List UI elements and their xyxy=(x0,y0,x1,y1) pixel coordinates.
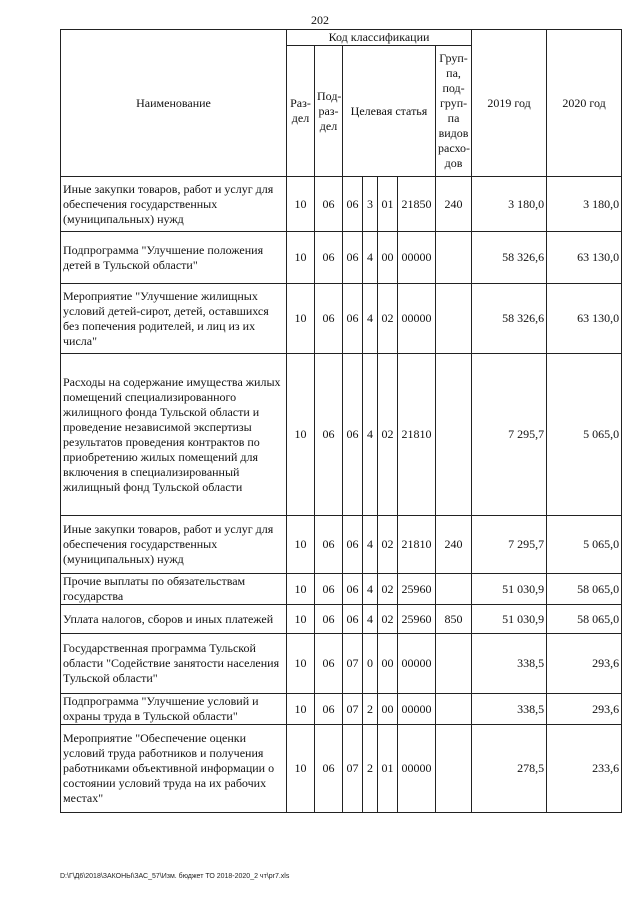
row-amount-2020: 293,6 xyxy=(547,694,622,725)
row-target-event: 02 xyxy=(378,284,398,354)
row-name: Расходы на содержание имущества жилых помещений специализированного жилищного фонда Тульской области и проведение независимой экспертизы результатов проведения контрактов по приобретению жилых помещений для включения в специализированный жилищный фонд Тульской области xyxy=(61,354,287,516)
row-target-direction: 25960 xyxy=(398,605,436,634)
row-amount-2020: 293,6 xyxy=(547,634,622,694)
row-subsection: 06 xyxy=(315,177,343,232)
row-name: Мероприятие "Обеспечение оценки условий труда работников и получения работниками объективной информации о состоянии условий труда на их рабочих местах" xyxy=(61,725,287,813)
row-expense-group xyxy=(436,574,472,605)
row-amount-2020: 63 130,0 xyxy=(547,232,622,284)
row-expense-group xyxy=(436,634,472,694)
table-row xyxy=(61,354,622,516)
row-amount-2019: 51 030,9 xyxy=(472,605,547,634)
row-amount-2019: 58 326,6 xyxy=(472,232,547,284)
row-target-program: 06 xyxy=(343,284,363,354)
row-amount-2020: 58 065,0 xyxy=(547,605,622,634)
row-target-direction: 21810 xyxy=(398,516,436,574)
row-subsection: 06 xyxy=(315,354,343,516)
row-subsection: 06 xyxy=(315,574,343,605)
row-name: Мероприятие "Улучшение жилищных условий детей-сирот, детей, оставшихся без попечения родителей, и лиц из их числа" xyxy=(61,284,287,354)
row-target-subprogram: 4 xyxy=(363,516,378,574)
table-row xyxy=(61,605,622,634)
row-target-direction: 00000 xyxy=(398,284,436,354)
row-section: 10 xyxy=(287,605,315,634)
row-target-program: 06 xyxy=(343,232,363,284)
table-row xyxy=(61,284,622,354)
row-expense-group xyxy=(436,232,472,284)
row-expense-group xyxy=(436,725,472,813)
row-target-program: 07 xyxy=(343,634,363,694)
row-name: Уплата налогов, сборов и иных платежей xyxy=(61,605,287,634)
row-target-direction: 25960 xyxy=(398,574,436,605)
row-amount-2019: 51 030,9 xyxy=(472,574,547,605)
row-amount-2020: 3 180,0 xyxy=(547,177,622,232)
row-target-direction: 00000 xyxy=(398,232,436,284)
row-target-direction: 00000 xyxy=(398,694,436,725)
row-target-program: 07 xyxy=(343,694,363,725)
row-target-event: 00 xyxy=(378,634,398,694)
row-expense-group xyxy=(436,354,472,516)
row-expense-group: 240 xyxy=(436,516,472,574)
row-target-event: 02 xyxy=(378,516,398,574)
row-target-subprogram: 4 xyxy=(363,232,378,284)
header-name: Наименование xyxy=(61,30,287,177)
header-expense-group: Груп- па, под- груп- па видов расхо- дов xyxy=(436,46,472,177)
row-target-event: 00 xyxy=(378,232,398,284)
row-name: Иные закупки товаров, работ и услуг для обеспечения государственных (муниципальных) нужд xyxy=(61,516,287,574)
row-subsection: 06 xyxy=(315,284,343,354)
row-target-direction: 21850 xyxy=(398,177,436,232)
row-target-program: 06 xyxy=(343,516,363,574)
row-target-subprogram: 4 xyxy=(363,284,378,354)
row-subsection: 06 xyxy=(315,232,343,284)
header-2020: 2020 год xyxy=(547,30,622,177)
table-row xyxy=(61,574,622,605)
row-target-direction: 00000 xyxy=(398,634,436,694)
header-classification: Код классификации xyxy=(287,30,472,46)
row-target-subprogram: 4 xyxy=(363,574,378,605)
row-section: 10 xyxy=(287,516,315,574)
row-name: Прочие выплаты по обязательствам государства xyxy=(61,574,287,605)
row-expense-group: 240 xyxy=(436,177,472,232)
header-section: Раз- дел xyxy=(287,46,315,177)
table-row xyxy=(61,516,622,574)
row-target-subprogram: 3 xyxy=(363,177,378,232)
row-target-event: 01 xyxy=(378,177,398,232)
row-section: 10 xyxy=(287,725,315,813)
row-subsection: 06 xyxy=(315,605,343,634)
table-row xyxy=(61,694,622,725)
row-subsection: 06 xyxy=(315,725,343,813)
header-subsection: Под- раз- дел xyxy=(315,46,343,177)
row-name: Государственная программа Тульской области "Содействие занятости населения Тульской области" xyxy=(61,634,287,694)
row-target-event: 01 xyxy=(378,725,398,813)
row-amount-2019: 278,5 xyxy=(472,725,547,813)
row-subsection: 06 xyxy=(315,694,343,725)
budget-table xyxy=(60,29,622,813)
row-amount-2019: 338,5 xyxy=(472,634,547,694)
row-expense-group: 850 xyxy=(436,605,472,634)
row-name: Иные закупки товаров, работ и услуг для обеспечения государственных (муниципальных) нужд xyxy=(61,177,287,232)
table-row xyxy=(61,634,622,694)
row-expense-group xyxy=(436,694,472,725)
table-row xyxy=(61,232,622,284)
footer-file-path: D:\Г\Д6\2018\ЗАКОНЫ\ЗАС_57\Изм. бюджет ТО 2018-2020_2 чт\pr7.xls xyxy=(60,873,290,880)
row-amount-2019: 3 180,0 xyxy=(472,177,547,232)
row-expense-group xyxy=(436,284,472,354)
row-target-program: 06 xyxy=(343,605,363,634)
row-target-program: 06 xyxy=(343,574,363,605)
row-target-direction: 00000 xyxy=(398,725,436,813)
row-section: 10 xyxy=(287,177,315,232)
row-target-program: 06 xyxy=(343,354,363,516)
row-target-event: 00 xyxy=(378,694,398,725)
row-section: 10 xyxy=(287,354,315,516)
row-amount-2020: 5 065,0 xyxy=(547,354,622,516)
row-amount-2020: 233,6 xyxy=(547,725,622,813)
row-amount-2020: 63 130,0 xyxy=(547,284,622,354)
row-section: 10 xyxy=(287,284,315,354)
row-name: Подпрограмма "Улучшение условий и охраны труда в Тульской области" xyxy=(61,694,287,725)
row-amount-2019: 338,5 xyxy=(472,694,547,725)
row-target-program: 07 xyxy=(343,725,363,813)
row-name: Подпрограмма "Улучшение положения детей в Тульской области" xyxy=(61,232,287,284)
row-amount-2019: 7 295,7 xyxy=(472,516,547,574)
row-amount-2019: 7 295,7 xyxy=(472,354,547,516)
row-subsection: 06 xyxy=(315,516,343,574)
row-target-subprogram: 0 xyxy=(363,634,378,694)
row-subsection: 06 xyxy=(315,634,343,694)
row-target-subprogram: 2 xyxy=(363,725,378,813)
row-section: 10 xyxy=(287,634,315,694)
row-target-event: 02 xyxy=(378,354,398,516)
header-target-article: Целевая статья xyxy=(343,46,436,177)
row-section: 10 xyxy=(287,574,315,605)
row-target-direction: 21810 xyxy=(398,354,436,516)
table-row xyxy=(61,725,622,813)
header-2019: 2019 год xyxy=(472,30,547,177)
row-target-event: 02 xyxy=(378,605,398,634)
row-amount-2020: 58 065,0 xyxy=(547,574,622,605)
row-amount-2020: 5 065,0 xyxy=(547,516,622,574)
row-section: 10 xyxy=(287,232,315,284)
row-target-subprogram: 4 xyxy=(363,605,378,634)
table-row xyxy=(61,177,622,232)
row-amount-2019: 58 326,6 xyxy=(472,284,547,354)
row-target-subprogram: 4 xyxy=(363,354,378,516)
row-target-program: 06 xyxy=(343,177,363,232)
row-target-event: 02 xyxy=(378,574,398,605)
page-number: 202 xyxy=(311,13,329,27)
row-target-subprogram: 2 xyxy=(363,694,378,725)
row-section: 10 xyxy=(287,694,315,725)
